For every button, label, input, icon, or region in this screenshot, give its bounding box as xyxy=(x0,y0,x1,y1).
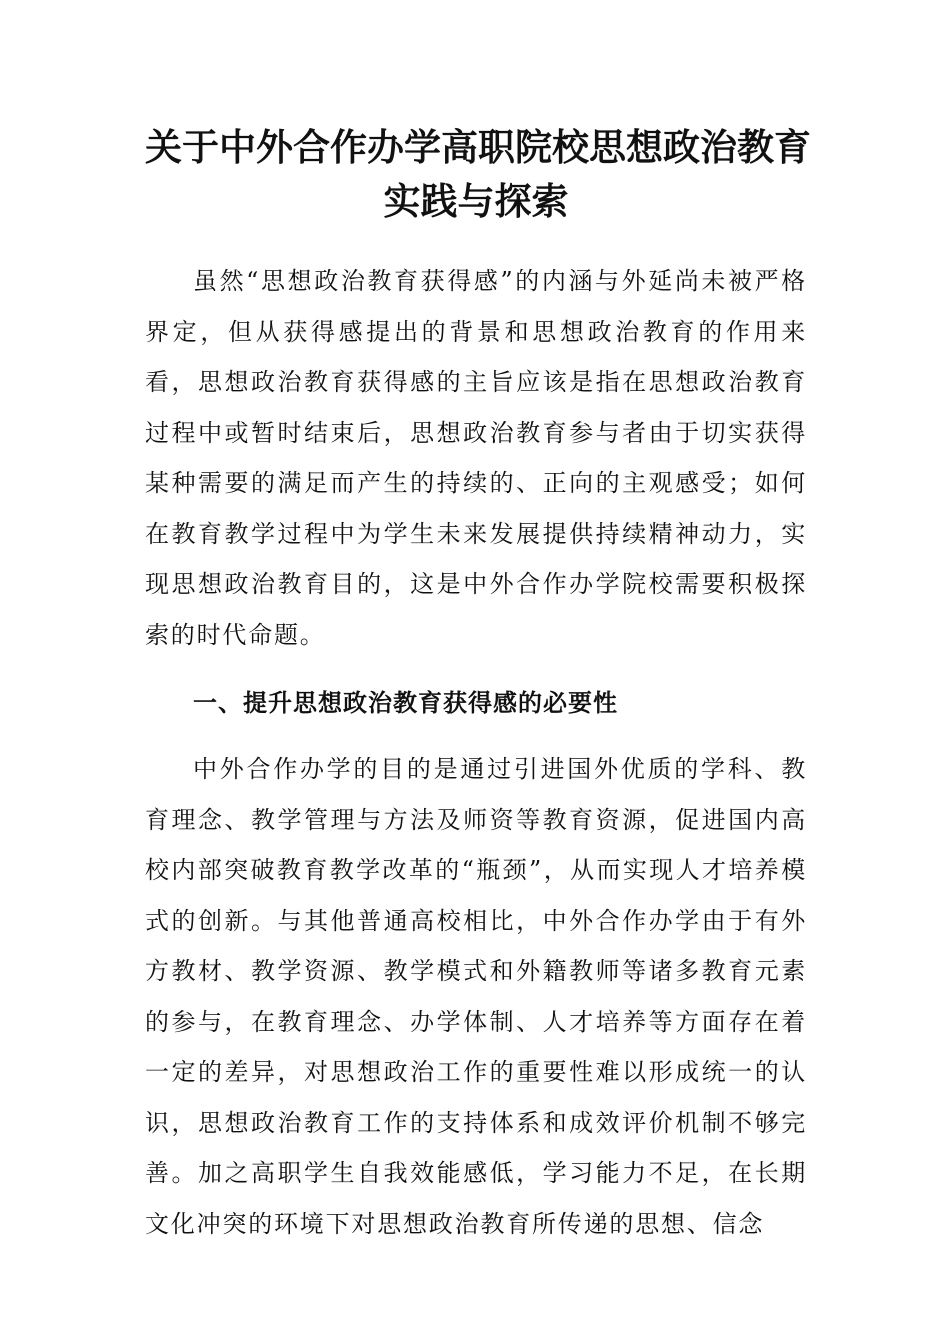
document-page xyxy=(145,120,811,1249)
document-title xyxy=(145,120,811,228)
intro-paragraph: 虽然“思想政治教育获得感”的内涵与外延尚未被严格界定，但从获得感提出的背景和思想政治教育的作用来看，思想政治教育获得感的主旨应该是指在思想政治教育过程中或暂时结束后，思想政治教育参与者由于切实获得某种需要的满足而产生的持续的、正向的主观感受；如何在教育教学过程中为学生未来发展提供持续精神动力，实现思想政治教育目的，这是中外合作办学院校需要积极探索的时代命题。 xyxy=(145,267,807,649)
title-line-2: 实践与探索 xyxy=(383,179,569,223)
section-heading: 一、提升思想政治教育获得感的必要性 xyxy=(193,689,618,717)
body-paragraph: 中外合作办学的目的是通过引进国外优质的学科、教育理念、教学管理与方法及师资等教育资源，促进国内高校内部突破教育教学改革的“瓶颈”，从而实现人才培养模式的创新。与其他普通高校相比，中外合作办学由于有外方教材、教学资源、教学模式和外籍教师等诸多教育元素的参与，在教育理念、办学体制、人才培养等方面存在着一定的差异，对思想政治工作的重要性难以形成统一的认识，思想政治教育工作的支持体系和成效评价机制不够完善。加之高职学生自我效能感低，学习能力不足，在长期文化冲突的环境下对思想政治教育所传递的思想、信念 xyxy=(145,755,807,1238)
title-line-1: 关于中外合作办学高职院校思想政治教育 xyxy=(145,125,811,169)
